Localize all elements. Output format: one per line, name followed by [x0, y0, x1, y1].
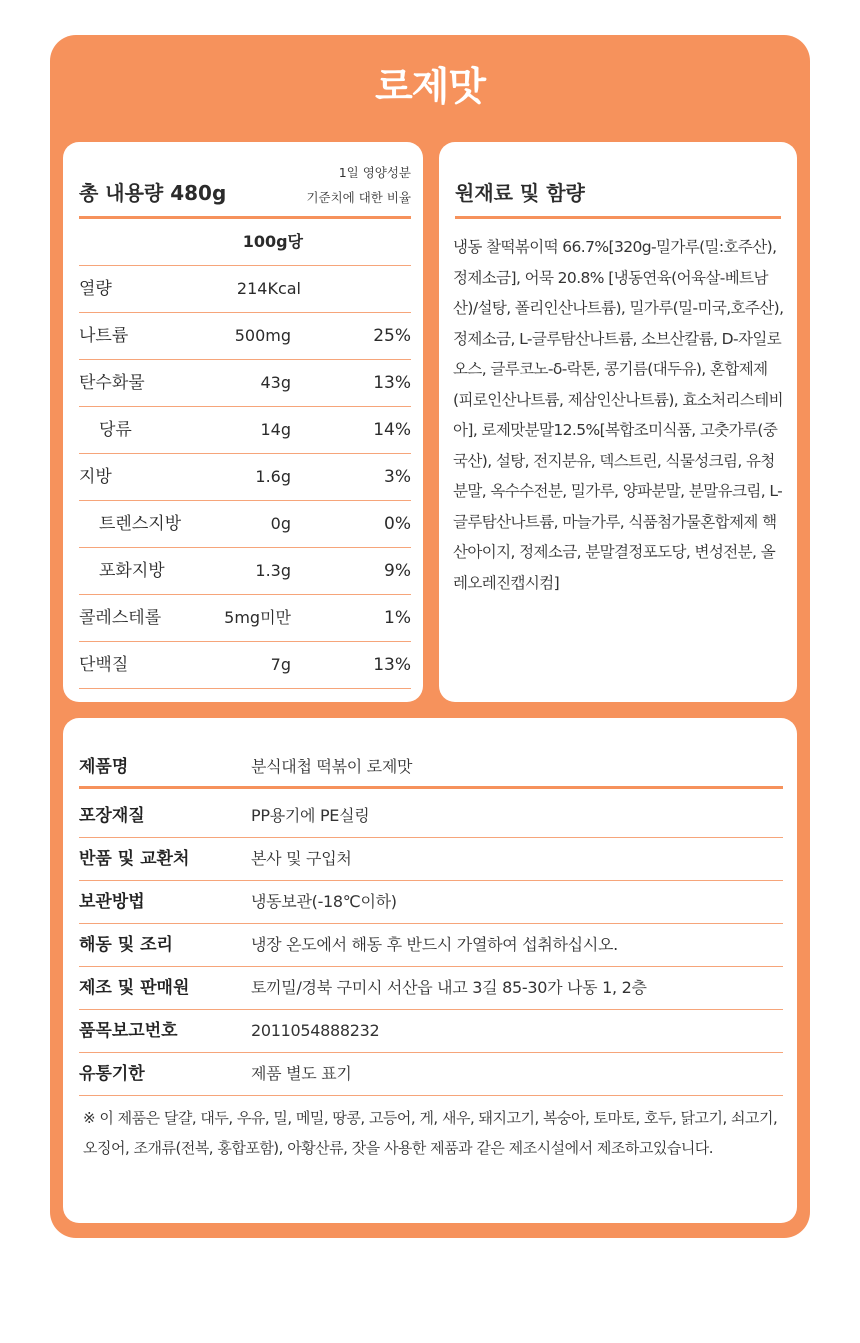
info-label: 제품명 [79, 757, 129, 777]
nutrition-row [79, 407, 411, 454]
info-value: 냉동보관(-18℃이하) [251, 892, 397, 911]
ingredients-title: 원재료 및 함량 [455, 181, 585, 205]
nutrient-amount: 1.6g [255, 467, 291, 486]
nutrition-row [79, 266, 411, 313]
info-value: 토끼밀/경북 구미시 서산읍 내고 3길 85-30가 나동 1, 2층 [251, 978, 647, 997]
nutrient-percent: 25% [373, 326, 411, 346]
info-row-packaging [79, 795, 783, 838]
info-row-manufacturer [79, 967, 783, 1010]
info-row-returns [79, 838, 783, 881]
nutrient-amount: 43g [260, 373, 291, 392]
nutrient-amount: 214Kcal [236, 279, 301, 298]
nutrient-name: 나트륨 [79, 326, 129, 346]
nutrient-amount: 7g [270, 655, 291, 674]
ingredients-card [439, 142, 797, 702]
per-serving-label: 100g당 [242, 232, 303, 251]
info-row-storage [79, 881, 783, 924]
per-serving-row [79, 219, 411, 266]
ingredients-text: 냉동 찰떡볶이떡 66.7%[320g-밀가루(밀:호주산), 정제소금], 어묵 20.8% [냉동연육(어육살-베트남산)/설탕, 폴리인산나트륨), 밀가루(밀-미국,호주산), 정제소금, L-글루탐산나트륨, 소브산칼륨, D-자일로오스, 글루코노-δ-락톤, 콩기름(대두유), 혼합제제(피로인산나트륨, 제삼인산나트륨), 효소처리스테비아], 로제맛분말12.5%[복합조미식품, 고춧가루(중국산), 설탕, 전지분유, 덱스트린, 식물성크림, 유청분말, 옥수수전분, 밀가루, 양파분말, 분말유크림, L-글루탐산나트륨, 마늘가루, 식품첨가물혼합제제 핵산아이지, 정제소금, 분말결정포도당, 변성전분, 올레오레진캡시컴] [453, 238, 784, 592]
nutrition-row [79, 454, 411, 501]
daily-value-line2: 기준치에 대한 비율 [306, 190, 411, 205]
allergen-notice: ※ 이 제품은 달걀, 대두, 우유, 밀, 메밀, 땅콩, 고등어, 게, 새우, 돼지고기, 복숭아, 토마토, 호두, 닭고기, 쇠고기, 오징어, 조개류(전복, 홍합포함), 아황산류, 잣을 사용한 제품과 같은 제조시설에서 제조하고있습니다. [83, 1109, 778, 1157]
info-value: 2011054888232 [251, 1021, 380, 1040]
info-label: 해동 및 조리 [79, 935, 173, 955]
nutrition-facts-card [63, 142, 423, 702]
info-value: PP용기에 PE실링 [251, 806, 370, 825]
nutrient-name: 포화지방 [99, 561, 165, 581]
info-value: 제품 별도 표기 [251, 1064, 352, 1083]
info-value: 냉장 온도에서 해동 후 반드시 가열하여 섭취하십시오. [251, 935, 618, 954]
nutrient-percent: 3% [384, 467, 411, 487]
info-row-cooking [79, 924, 783, 967]
info-label: 품목보고번호 [79, 1021, 178, 1041]
nutrient-percent: 9% [384, 561, 411, 581]
info-label: 유통기한 [79, 1064, 145, 1084]
info-value: 분식대첩 떡볶이 로제맛 [251, 757, 413, 776]
info-row-expiry [79, 1053, 783, 1096]
info-value: 본사 및 구입처 [251, 849, 352, 868]
product-info-card [63, 718, 797, 1223]
flavor-title: 로제맛 [374, 65, 486, 110]
info-label: 제조 및 판매원 [79, 978, 190, 998]
nutrient-name: 탄수화물 [79, 373, 145, 393]
info-row-report-number [79, 1010, 783, 1053]
nutrient-name: 단백질 [79, 655, 129, 675]
info-row-product-name [79, 746, 783, 789]
daily-value-line1: 1일 영양성분 [338, 165, 411, 180]
total-content-label: 총 내용량 480g [79, 181, 227, 205]
nutrient-name: 콜레스테롤 [79, 608, 162, 628]
nutrient-percent: 0% [384, 514, 411, 534]
nutrition-row [79, 313, 411, 360]
nutrient-amount: 14g [260, 420, 291, 439]
product-label-panel [50, 35, 810, 1238]
nutrition-row [79, 642, 411, 689]
nutrient-amount: 0g [270, 514, 291, 533]
nutrition-row [79, 595, 411, 642]
info-label: 포장재질 [79, 806, 145, 826]
daily-value-reference [306, 160, 411, 210]
nutrient-percent: 1% [384, 608, 411, 628]
nutrient-amount: 5mg미만 [224, 608, 291, 627]
ingredients-header [455, 160, 781, 219]
nutrient-name: 지방 [79, 467, 112, 487]
info-label: 보관방법 [79, 892, 145, 912]
info-label: 반품 및 교환처 [79, 849, 190, 869]
nutrient-percent: 13% [373, 373, 411, 393]
nutrition-row [79, 501, 411, 548]
nutrient-name: 열량 [79, 279, 112, 299]
nutrition-row [79, 548, 411, 595]
nutrient-name: 당류 [99, 420, 132, 440]
nutrient-name: 트렌스지방 [99, 514, 182, 534]
nutrient-amount: 500mg [234, 326, 291, 345]
nutrition-header [79, 160, 411, 219]
nutrition-row [79, 360, 411, 407]
nutrient-percent: 14% [373, 420, 411, 440]
nutrient-amount: 1.3g [255, 561, 291, 580]
nutrient-percent: 13% [373, 655, 411, 675]
